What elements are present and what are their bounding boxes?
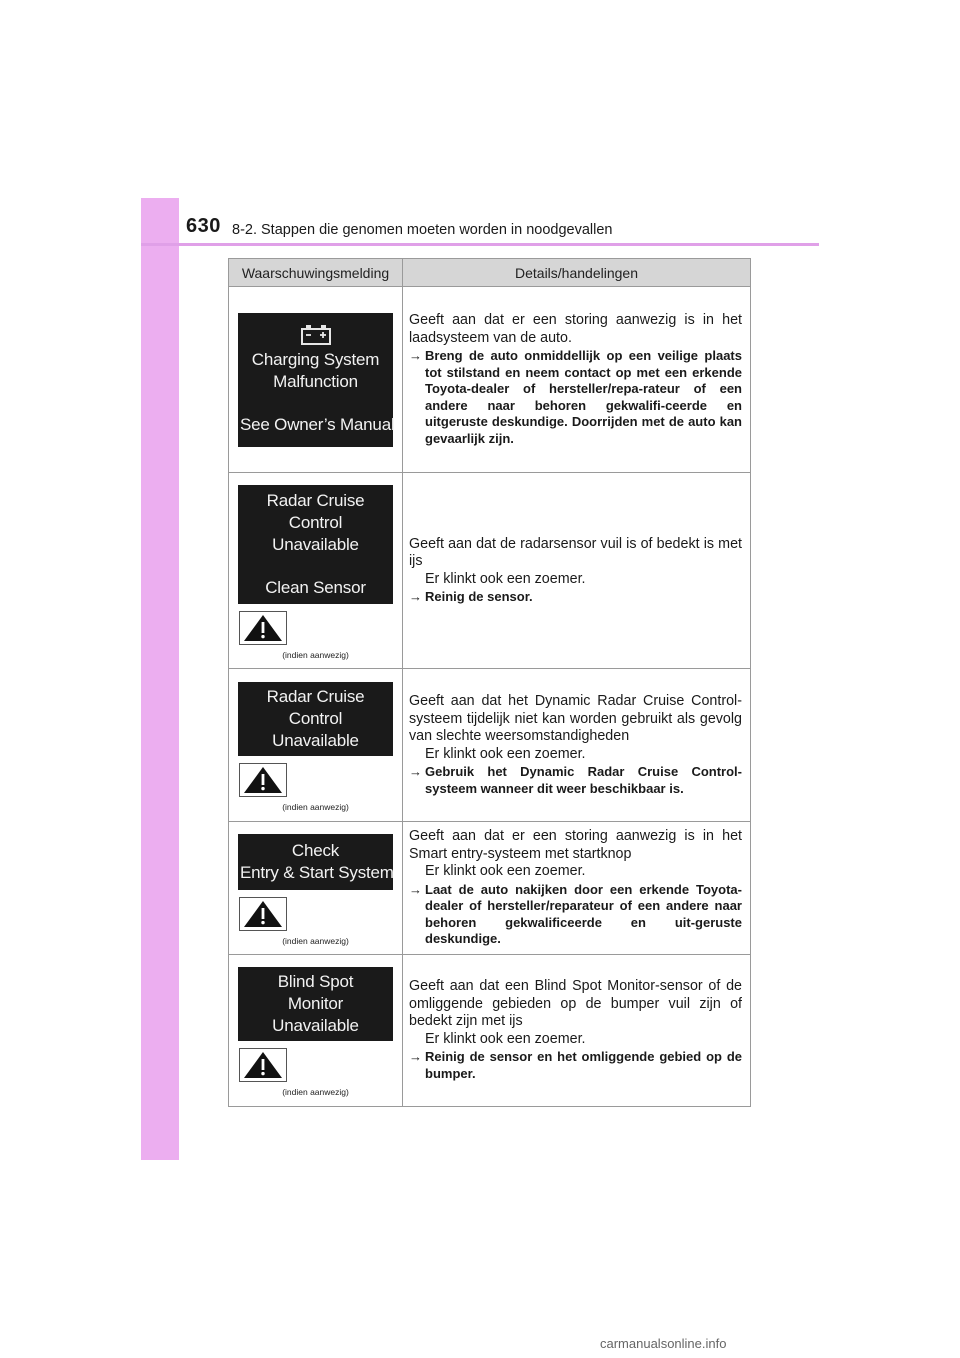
header-rule — [141, 243, 819, 246]
availability-caption: (indien aanwezig) — [282, 1087, 349, 1097]
display-line: Radar Cruise — [266, 491, 365, 510]
arrow-right-icon: → — [409, 589, 422, 604]
table-row — [229, 669, 751, 822]
display-line: Malfunction — [273, 372, 358, 391]
multi-info-display — [238, 967, 393, 1041]
arrow-right-icon: → — [409, 881, 422, 897]
warning-description: Geeft aan dat een Blind Spot Monitor-sensor of de omliggende gebieden op de bumper vuil zijn of bedekt zijn met ijs — [409, 978, 742, 1029]
arrow-right-icon: → — [409, 348, 422, 363]
watermark: carmanualsonline.info — [600, 1336, 727, 1351]
details-cell — [403, 669, 751, 822]
chapter-side-tab — [141, 198, 179, 1160]
availability-caption: (indien aanwezig) — [282, 802, 349, 812]
display-line: Check — [291, 840, 340, 860]
display-line: Blind Spot — [277, 972, 354, 991]
display-line: Entry & Start System — [240, 862, 394, 882]
arrow-right-icon: → — [409, 1049, 422, 1064]
display-line: Control — [288, 513, 343, 532]
display-line: Unavailable — [272, 535, 359, 554]
multi-info-display — [238, 485, 393, 604]
warning-description: Geeft aan dat het Dynamic Radar Cruise Control-systeem tijdelijk niet kan worden gebruikt als gevolg van slechte weersomstandigheden — [409, 693, 742, 744]
arrow-right-icon: → — [409, 764, 422, 779]
multi-info-display — [238, 313, 393, 447]
warning-image-cell — [229, 669, 403, 822]
recommended-action: → Gebruik het Dynamic Radar Cruise Control-systeem wanneer dit weer beschikbaar is. — [409, 764, 742, 796]
table-row — [229, 822, 751, 955]
warning-description: Geeft aan dat er een storing aanwezig is in het laadsysteem van de auto. — [409, 312, 742, 346]
details-cell — [403, 287, 751, 473]
warning-triangle-icon — [243, 766, 283, 794]
display-line: Unavailable — [272, 1016, 359, 1035]
display-line: See Owner’s Manual — [240, 415, 395, 434]
details-cell — [403, 954, 751, 1106]
display-line: Clean Sensor — [265, 578, 366, 597]
warning-indicator — [239, 763, 287, 797]
display-line: Unavailable — [272, 731, 359, 750]
table-row — [229, 473, 751, 669]
warning-image-cell — [229, 954, 403, 1106]
warning-indicator — [239, 897, 287, 931]
warning-description: Geeft aan dat de radarsensor vuil is of bedekt is met ijs — [409, 535, 742, 569]
table-row — [229, 954, 751, 1106]
column-header-details: Details/handelingen — [403, 259, 751, 287]
warning-image-cell — [229, 473, 403, 669]
warning-image-cell — [229, 822, 403, 955]
column-header-warning-message: Waarschuwingsmelding — [229, 259, 403, 287]
details-cell — [403, 473, 751, 669]
buzzer-note: Er klinkt ook een zoemer. — [425, 570, 586, 587]
section-title: 8-2. Stappen die genomen moeten worden in noodgevallen — [232, 222, 613, 238]
recommended-action: → Laat de auto nakijken door een erkende Toyota-dealer of hersteller/reparateur of een andere naar behoren gekwalificeerde en uit-geruste deskundige. — [409, 881, 742, 946]
table-header-row — [229, 259, 751, 287]
recommended-action: → Breng de auto onmiddellijk op een veilige plaats tot stilstand en neem contact op met een erkende Toyota-dealer of hersteller/repa-rateur of een andere naar behoren gekwalifi-ceerde en uitgeruste deskundige. Doorrijden met de auto kan gevaarlijk zijn. — [409, 348, 742, 446]
warning-image-cell — [229, 287, 403, 473]
availability-caption: (indien aanwezig) — [282, 650, 349, 660]
recommended-action: → Reinig de sensor. — [409, 589, 533, 604]
warning-description: Geeft aan dat er een storing aanwezig is in het Smart entry-systeem met startknop — [409, 828, 742, 862]
warning-triangle-icon — [243, 900, 283, 928]
warning-indicator — [239, 1048, 287, 1082]
buzzer-note: Er klinkt ook een zoemer. — [425, 745, 586, 762]
display-line: Control — [288, 709, 343, 728]
multi-info-display — [238, 682, 393, 756]
details-cell — [403, 822, 751, 955]
display-line: Charging System — [251, 350, 380, 369]
availability-caption: (indien aanwezig) — [282, 935, 349, 946]
multi-info-display — [238, 834, 393, 890]
buzzer-note: Er klinkt ook een zoemer. — [425, 1030, 586, 1047]
warning-indicator — [239, 611, 287, 645]
display-line: Monitor — [287, 994, 344, 1013]
warning-message-table — [228, 258, 751, 1107]
battery-icon — [240, 323, 391, 349]
display-line: Radar Cruise — [266, 687, 365, 706]
buzzer-note: Er klinkt ook een zoemer. — [425, 863, 586, 879]
recommended-action: → Reinig de sensor en het omliggende gebied op de bumper. — [409, 1049, 742, 1081]
page-number: 630 — [186, 215, 221, 237]
warning-triangle-icon — [243, 614, 283, 642]
table-row — [229, 287, 751, 473]
warning-triangle-icon — [243, 1051, 283, 1079]
